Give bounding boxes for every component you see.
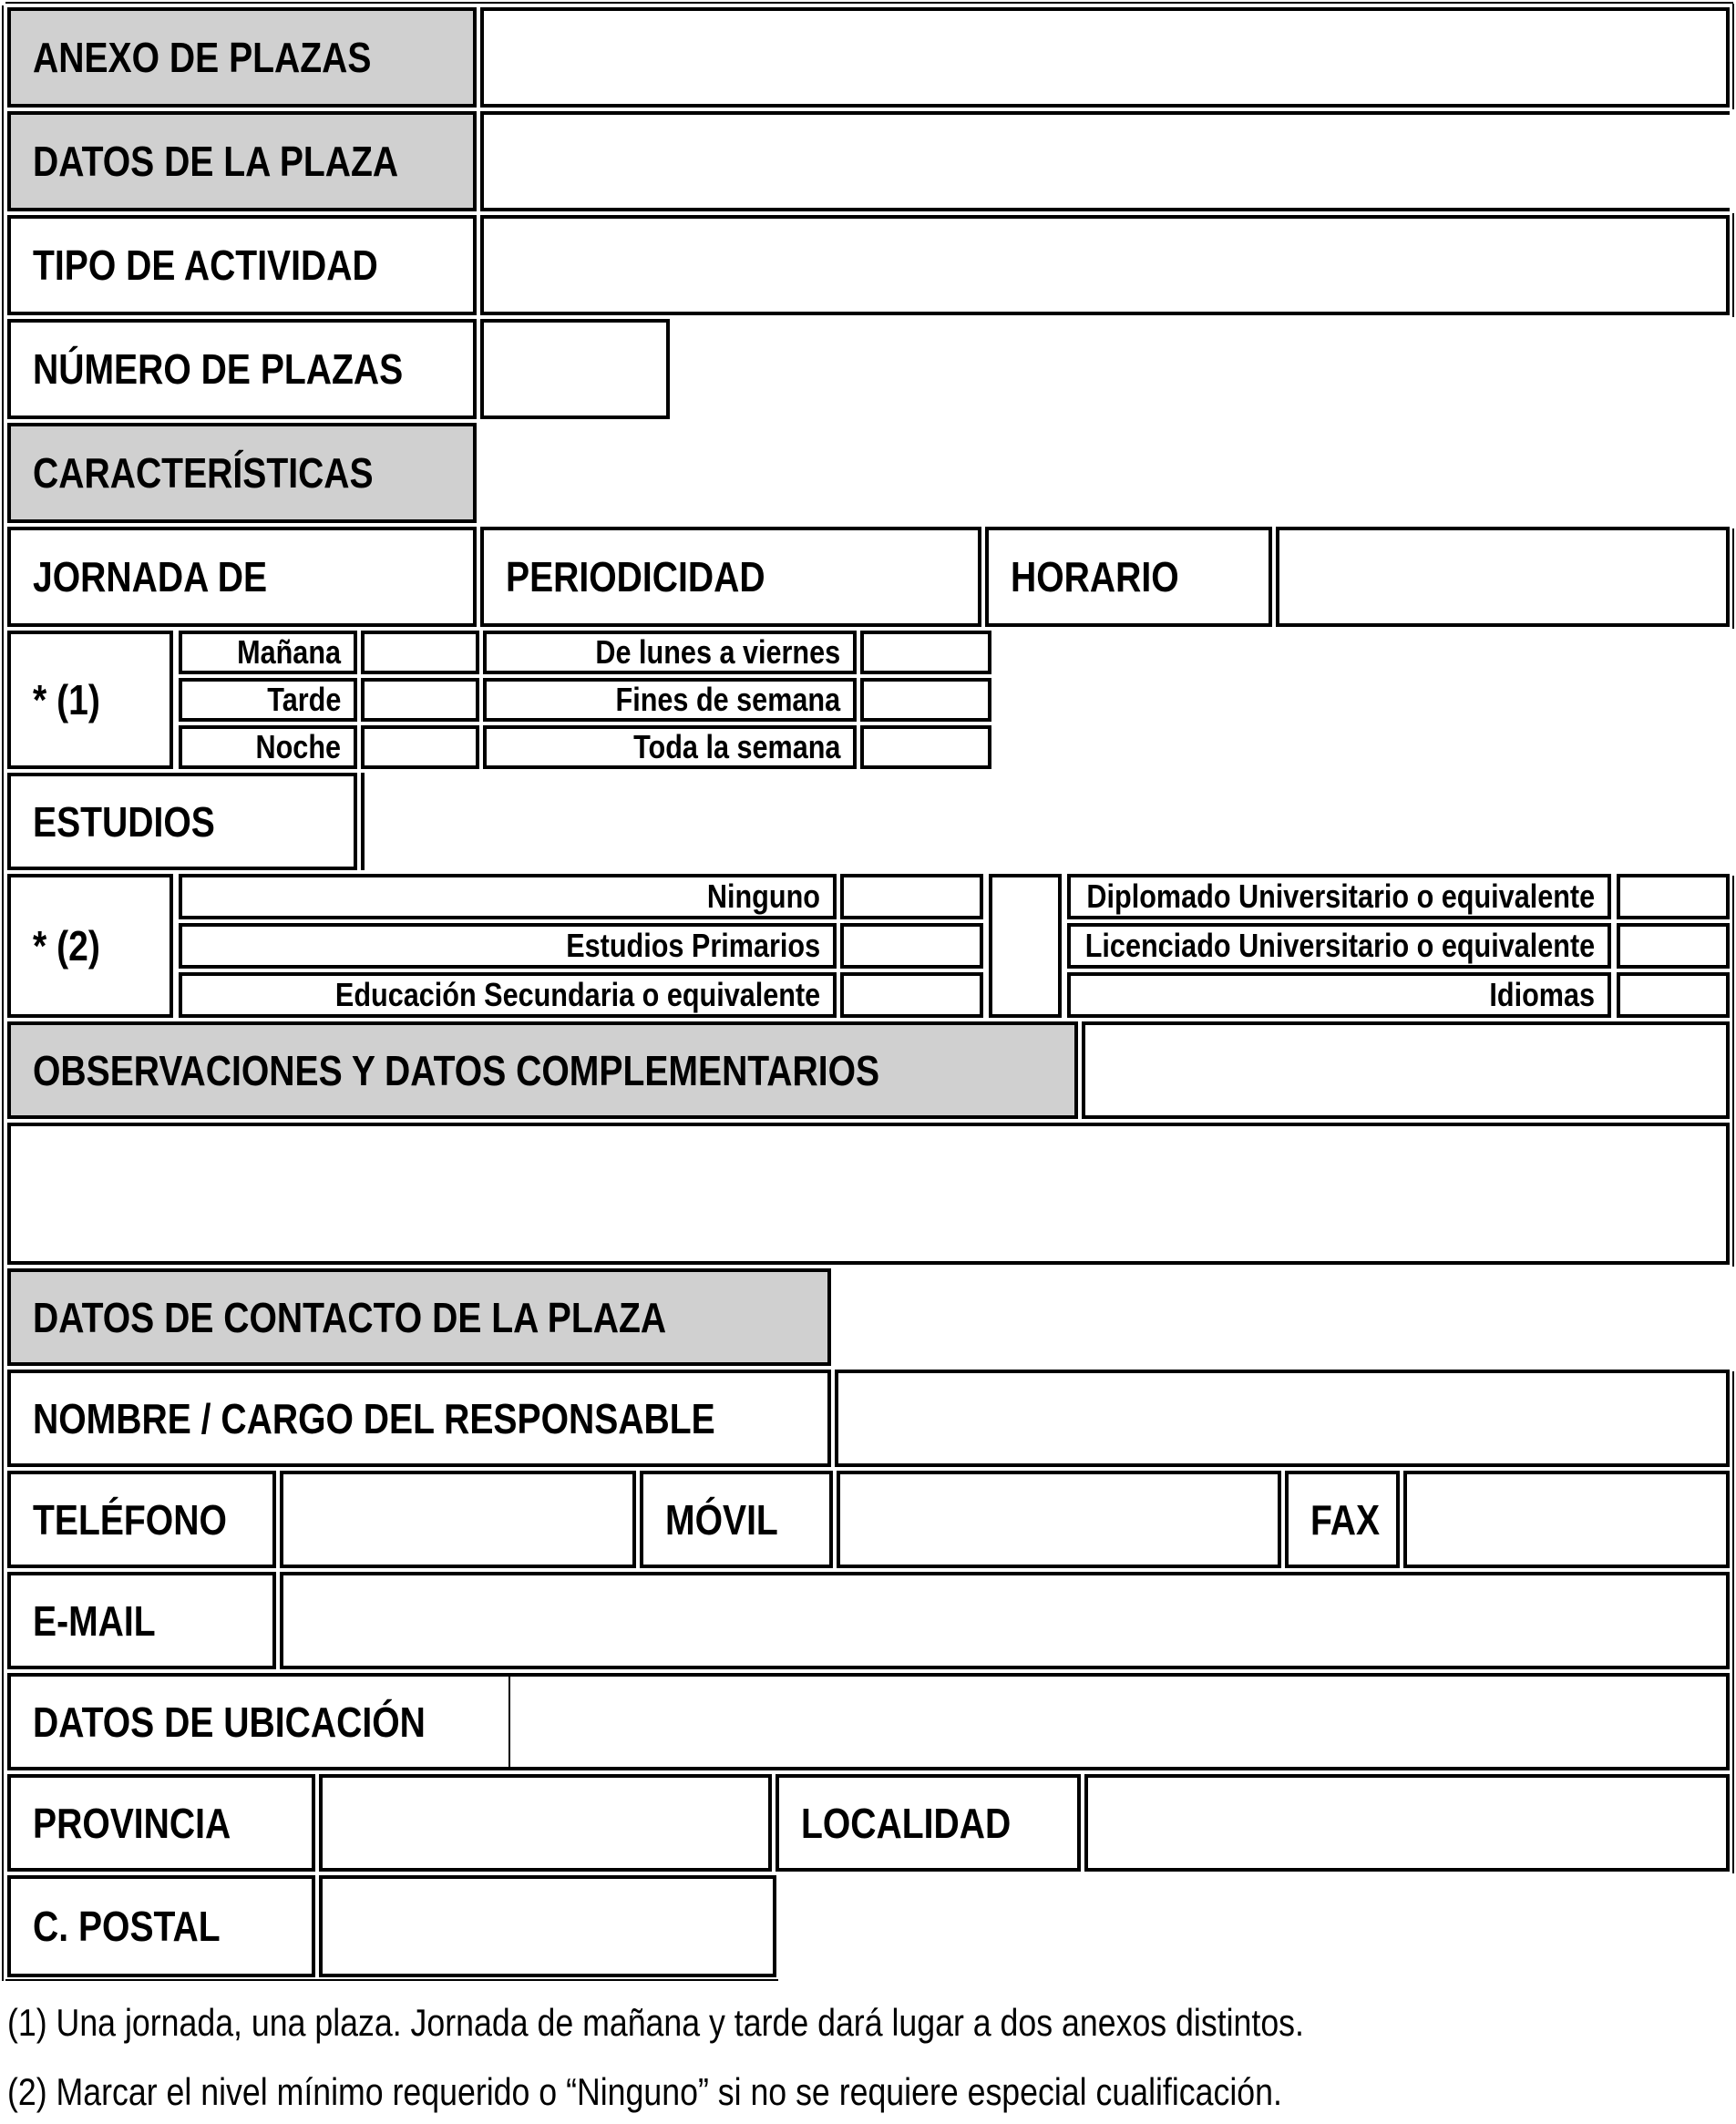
- label-tipo-de-actividad-text: TIPO DE ACTIVIDAD: [33, 241, 378, 289]
- field-provincia[interactable]: [319, 1774, 772, 1872]
- label-telefono-text: TELÉFONO: [33, 1495, 227, 1544]
- section-header-observaciones-text: OBSERVACIONES Y DATOS COMPLEMENTARIOS: [33, 1046, 880, 1094]
- label-fines-de-semana: [483, 678, 857, 722]
- outer-border-right-seg4: [1732, 876, 1734, 1267]
- label-codigo-postal-text: C. POSTAL: [33, 1903, 221, 1950]
- field-horario[interactable]: [1276, 527, 1730, 627]
- label-email-text: E-MAIL: [33, 1596, 156, 1645]
- label-educacion-secundaria: [179, 972, 837, 1018]
- label-nombre-cargo-responsable: [7, 1370, 831, 1467]
- field-estudios[interactable]: [361, 773, 1730, 870]
- checkbox-manana[interactable]: [361, 631, 479, 674]
- field-fax[interactable]: [1403, 1471, 1730, 1568]
- field-nombre-cargo-responsable[interactable]: [835, 1370, 1730, 1467]
- label-localidad: [776, 1774, 1081, 1872]
- checkbox-fines-de-semana[interactable]: [860, 678, 991, 722]
- spacer-cell: [989, 874, 1062, 1018]
- label-manana: [179, 631, 357, 674]
- checkbox-noche[interactable]: [361, 725, 479, 769]
- label-ninguno-text: Ninguno: [706, 877, 820, 915]
- label-noche: [179, 725, 357, 769]
- label-licenciado-universitario: [1067, 923, 1611, 969]
- label-localidad-text: LOCALIDAD: [801, 1799, 1012, 1847]
- outer-border-right-seg1: [1732, 4, 1734, 109]
- label-estudios-primarios-text: Estudios Primarios: [566, 927, 820, 964]
- checkbox-diplomado-universitario[interactable]: [1617, 874, 1730, 919]
- field-tipo-de-actividad[interactable]: [480, 215, 1730, 315]
- label-nombre-cargo-responsable-text: NOMBRE / CARGO DEL RESPONSABLE: [33, 1394, 715, 1442]
- label-fax: [1285, 1471, 1400, 1568]
- label-idiomas-text: Idiomas: [1489, 976, 1595, 1013]
- footnote-2: (2) Marcar el nivel mínimo requerido o “Ninguno” si no se requiere especial cualificación.: [7, 2070, 1282, 2113]
- label-licenciado-universitario-text: Licenciado Universitario o equivalente: [1084, 927, 1595, 964]
- label-diplomado-universitario: [1067, 874, 1611, 919]
- field-datos-de-ubicacion[interactable]: [510, 1677, 1730, 1767]
- label-tipo-de-actividad: [7, 215, 477, 315]
- label-estudios-primarios: [179, 923, 837, 969]
- label-ref-1-text: * (1): [33, 676, 100, 723]
- section-header-datos-de-contacto: [7, 1268, 831, 1366]
- field-observaciones-header[interactable]: [1082, 1021, 1730, 1119]
- label-idiomas: [1067, 972, 1611, 1018]
- label-educacion-secundaria-text: Educación Secundaria o equivalente: [334, 976, 820, 1013]
- checkbox-educacion-secundaria[interactable]: [840, 972, 983, 1018]
- label-email: [7, 1572, 276, 1669]
- label-de-lunes-a-viernes: [483, 631, 857, 674]
- label-ref-2: [7, 874, 173, 1018]
- outer-border-right-seg2: [1732, 213, 1734, 317]
- label-periodicidad-text: PERIODICIDAD: [506, 553, 765, 600]
- label-numero-de-plazas-text: NÚMERO DE PLAZAS: [33, 345, 404, 393]
- label-jornada-de-text: JORNADA DE: [33, 553, 268, 600]
- outer-border-top: [5, 2, 1733, 4]
- label-ref-2-text: * (2): [33, 922, 100, 970]
- field-localidad[interactable]: [1084, 1774, 1730, 1872]
- label-estudios-text: ESTUDIOS: [33, 797, 215, 846]
- checkbox-toda-la-semana[interactable]: [860, 725, 991, 769]
- label-tarde: [179, 678, 357, 722]
- section-header-datos-de-la-plaza: [7, 111, 477, 211]
- label-diplomado-universitario-text: Diplomado Universitario o equivalente: [1086, 877, 1595, 915]
- footnote-1: (1) Una jornada, una plaza. Jornada de mañana y tarde dará lugar a dos anexos distintos.: [7, 2001, 1304, 2044]
- label-periodicidad: [480, 527, 981, 627]
- checkbox-licenciado-universitario[interactable]: [1617, 923, 1730, 969]
- outer-border-right-seg5: [1732, 1371, 1734, 1873]
- label-horario-text: HORARIO: [1011, 553, 1179, 600]
- label-estudios: [7, 773, 357, 870]
- section-header-anexo-text: ANEXO DE PLAZAS: [33, 34, 372, 81]
- section-header-caracteristicas-text: CARACTERÍSTICAS: [33, 449, 374, 497]
- label-movil: [640, 1471, 833, 1568]
- label-tarde-text: Tarde: [266, 681, 341, 718]
- field-email[interactable]: [280, 1572, 1730, 1669]
- label-codigo-postal: [7, 1875, 315, 1977]
- label-fines-de-semana-text: Fines de semana: [615, 681, 840, 718]
- checkbox-estudios-primarios[interactable]: [840, 923, 983, 969]
- label-provincia: [7, 1774, 315, 1872]
- label-movil-text: MÓVIL: [665, 1495, 778, 1544]
- label-fax-text: FAX: [1310, 1495, 1381, 1544]
- outer-border-left: [2, 5, 4, 1981]
- field-observaciones-texto[interactable]: [7, 1123, 1730, 1265]
- checkbox-idiomas[interactable]: [1617, 972, 1730, 1018]
- row-datos-de-ubicacion: [7, 1673, 1730, 1770]
- checkbox-tarde[interactable]: [361, 678, 479, 722]
- outer-border-bottom: [5, 1979, 778, 1981]
- label-manana-text: Mañana: [237, 633, 341, 671]
- label-toda-la-semana-text: Toda la semana: [632, 728, 840, 765]
- label-jornada-de: [7, 527, 477, 627]
- label-telefono: [7, 1471, 276, 1568]
- label-datos-de-ubicacion-text: DATOS DE UBICACIÓN: [33, 1698, 426, 1746]
- label-toda-la-semana: [483, 725, 857, 769]
- label-provincia-text: PROVINCIA: [33, 1799, 231, 1847]
- field-anexo-de-plazas[interactable]: [480, 7, 1730, 108]
- section-header-datos-plaza-text: DATOS DE LA PLAZA: [33, 138, 399, 185]
- field-telefono[interactable]: [280, 1471, 636, 1568]
- checkbox-ninguno[interactable]: [840, 874, 983, 919]
- section-header-observaciones: [7, 1021, 1078, 1119]
- field-codigo-postal[interactable]: [319, 1875, 776, 1977]
- label-numero-de-plazas: [7, 319, 477, 419]
- field-movil[interactable]: [837, 1471, 1281, 1568]
- section-header-caracteristicas: [7, 423, 477, 523]
- section-header-datos-de-contacto-text: DATOS DE CONTACTO DE LA PLAZA: [33, 1293, 667, 1341]
- label-noche-text: Noche: [255, 728, 341, 765]
- label-horario: [985, 527, 1272, 627]
- label-ninguno: [179, 874, 837, 919]
- outer-border-right-seg3: [1732, 528, 1734, 629]
- label-de-lunes-a-viernes-text: De lunes a viernes: [595, 633, 840, 671]
- section-header-anexo-de-plazas: [7, 7, 477, 108]
- label-ref-1: [7, 631, 173, 769]
- field-datos-de-la-plaza[interactable]: [480, 111, 1730, 211]
- checkbox-de-lunes-a-viernes[interactable]: [860, 631, 991, 674]
- field-numero-de-plazas[interactable]: [480, 319, 670, 419]
